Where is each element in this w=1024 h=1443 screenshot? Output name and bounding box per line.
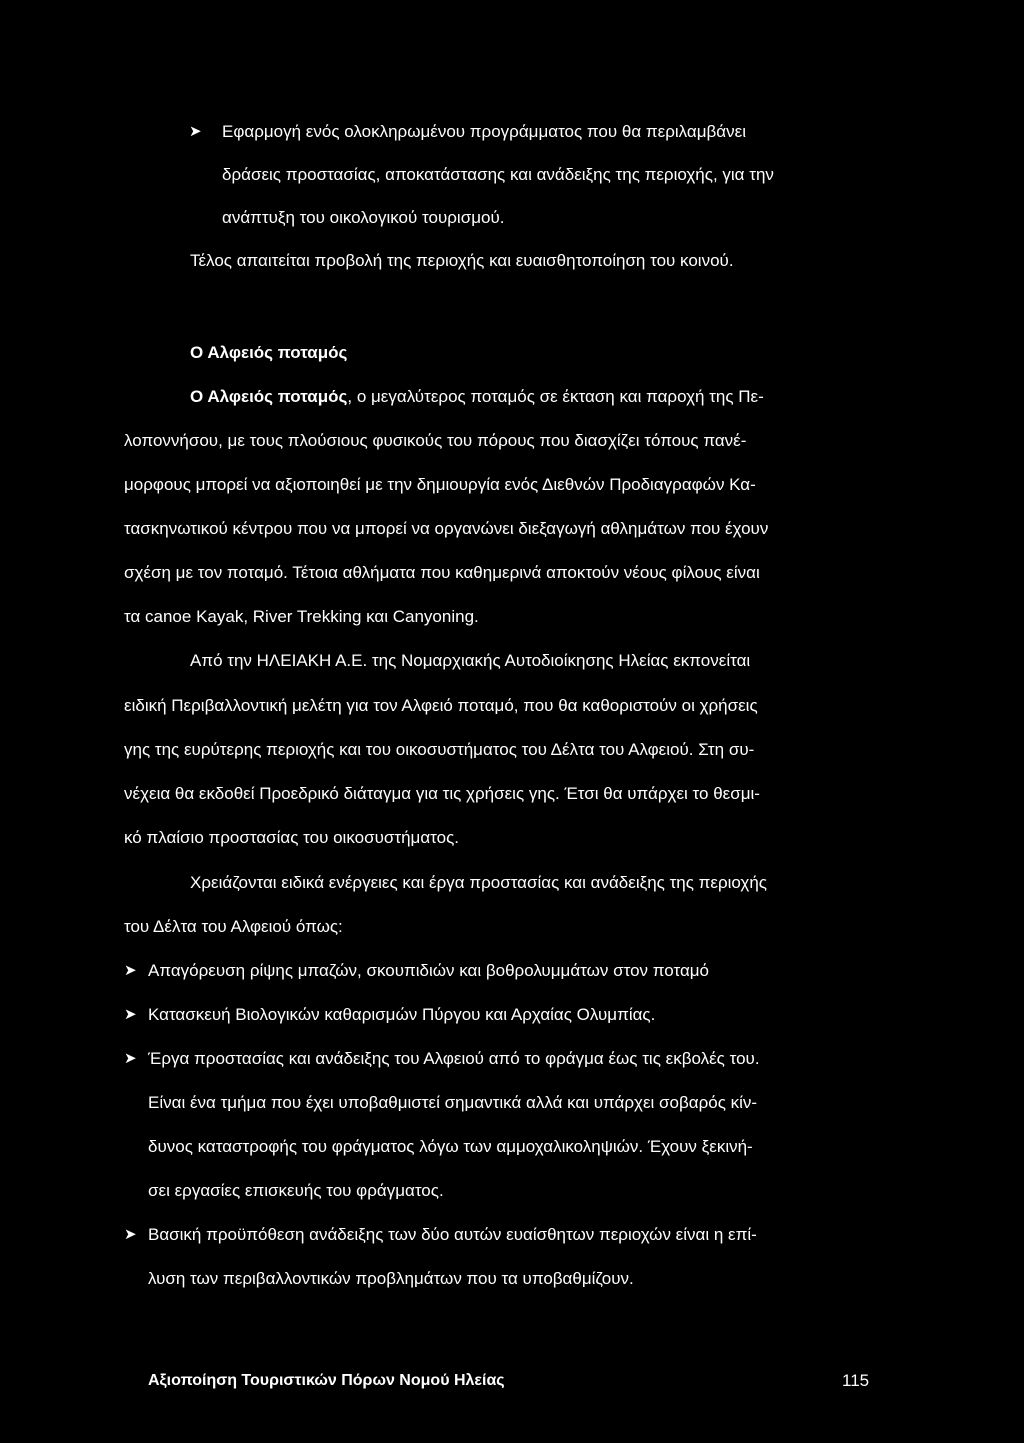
p3-line-1: Χρειάζονται ειδικά ενέργειες και έργα προστασίας και ανάδειξης της περιοχής [190,873,767,892]
bullet-1-line-2: δράσεις προστασίας, αποκατάστασης και ανάδειξης της περιοχής, για την [222,165,774,184]
p1-line-6: τα canoe Kayak, River Trekking και Canyoning. [124,607,479,626]
bullet-1-line-3: ανάπτυξη του οικολογικού τουρισμού. [222,208,505,227]
bullet-marker: ➤ [189,123,202,140]
p1-line-5: σχέση με τον ποταμό. Τέτοια αθλήματα που καθημερινά αποκτούν νέους φίλους είναι [124,563,760,582]
section-title: Ο Αλφειός ποταμός [190,343,348,362]
p1-lead: Ο Αλφειός ποταμός [190,387,348,406]
footer-title: Αξιοποίηση Τουριστικών Πόρων Νομού Ηλείας [148,1372,505,1389]
bullet-marker: ➤ [124,1226,137,1243]
bullet-1-line-1: Εφαρμογή ενός ολοκληρωμένου προγράμματος που θα περιλαμβάνει [222,122,746,141]
bullet-5-line-1: Βασική προϋπόθεση ανάδειξης των δύο αυτών ευαίσθητων περιοχών είναι η επί- [148,1225,757,1244]
page-number: 115 [842,1371,870,1390]
p2-line-1: Από την ΗΛΕΙΑΚΗ Α.Ε. της Νομαρχιακής Αυτοδιοίκησης Ηλείας εκπονείται [190,651,751,670]
bullet-5-line-2: λυση των περιβαλλοντικών προβλημάτων που τα υποβαθμίζουν. [148,1269,634,1288]
p1-line-3: μορφους μπορεί να αξιοποιηθεί με την δημιουργία ενός Διεθνών Προδιαγραφών Κα- [124,475,756,494]
bullet-4-line-4: σει εργασίες επισκευής του φράγματος. [148,1181,444,1200]
p1-line-1 [190,386,764,408]
p1-line-4: τασκηνωτικού κέντρου που να μπορεί να οργανώνει διεξαγωγή αθλημάτων που έχουν [124,519,769,538]
bullet-marker: ➤ [124,1006,137,1023]
intro-end: Τέλος απαιτείται προβολή της περιοχής και ευαισθητοποίηση του κοινού. [190,251,734,270]
bullet-4-line-1: Έργα προστασίας και ανάδειξης του Αλφειού από το φράγμα έως τις εκβολές του. [148,1049,760,1068]
p3-line-2: του Δέλτα του Αλφειού όπως: [124,917,343,936]
p2-line-5: κό πλαίσιο προστασίας του οικοσυστήματος. [124,828,460,847]
p2-line-3: γης της ευρύτερης περιοχής και του οικοσυστήματος του Δέλτα του Αλφειού. Στη συ- [124,740,755,759]
bullet-3: Κατασκευή Βιολογικών καθαρισμών Πύργου και Αρχαίας Ολυμπίας. [148,1005,656,1024]
bullet-4-line-3: δυνος καταστροφής του φράγματος λόγω των αμμοχαλικοληψιών. Έχουν ξεκινή- [148,1137,753,1156]
p1-rest: , ο μεγαλύτερος ποταμός σε έκταση και παροχή της Πε- [347,387,764,406]
bullet-marker: ➤ [124,962,137,979]
bullet-4-line-2: Είναι ένα τμήμα που έχει υποβαθμιστεί σημαντικά αλλά και υπάρχει σοβαρός κίν- [148,1093,758,1112]
bullet-marker: ➤ [124,1050,137,1067]
bullet-2: Απαγόρευση ρίψης μπαζών, σκουπιδιών και βοθρολυμμάτων στον ποταμό [148,961,710,980]
p1-line-2: λοποννήσου, με τους πλούσιους φυσικούς του πόρους που διασχίζει τόπους πανέ- [124,431,747,450]
p2-line-2: ειδική Περιβαλλοντική μελέτη για τον Αλφειό ποταμό, που θα καθοριστούν οι χρήσεις [124,696,758,715]
p2-line-4: νέχεια θα εκδοθεί Προεδρικό διάταγμα για τις χρήσεις γης. Έτσι θα υπάρχει το θεσμι- [124,784,760,803]
